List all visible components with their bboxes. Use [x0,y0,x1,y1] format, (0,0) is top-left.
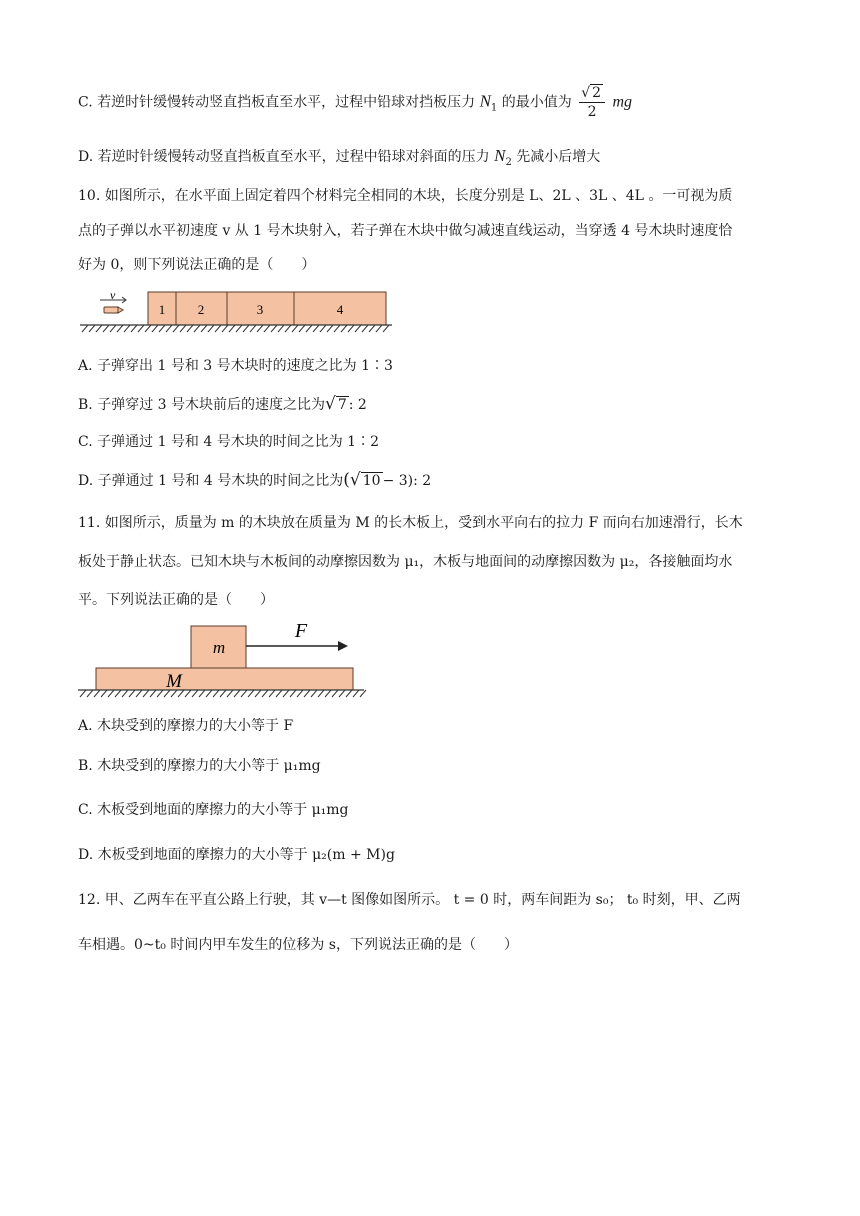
hatch-stroke [269,690,275,697]
block-2-label: 2 [197,302,205,317]
svg-text:v: v [110,288,116,302]
hatch-stroke [213,690,219,697]
hatch-stroke [206,690,212,697]
hatch-stroke [332,690,338,697]
hatch-stroke [255,690,261,697]
hatch-stroke [152,325,158,332]
hatch-stroke [348,325,354,332]
ground-hatching [80,690,366,697]
hatch-stroke [341,325,347,332]
hatch-stroke [115,690,121,697]
bullet-icon [104,307,123,313]
q10-stem-line-3: 好为 0，则下列说法正确的是（ ） [78,257,316,273]
velocity-arrow [100,288,126,303]
hatch-stroke [103,325,109,332]
hatch-stroke [369,325,375,332]
hatch-stroke [129,690,135,697]
hatch-stroke [159,325,165,332]
fraction-sqrt2-over-2: $\frac{√ 2}{2}$ [579,84,605,121]
hatch-stroke [185,690,191,697]
hatch-stroke [94,690,100,697]
hatch-stroke [376,325,382,332]
hatch-stroke [87,690,93,697]
hatch-stroke [271,325,277,332]
hatch-stroke [383,325,389,332]
hatch-stroke [101,690,107,697]
hatch-stroke [150,690,156,697]
hatch-stroke [131,325,137,332]
block-1-label: 1 [158,302,166,317]
force-arrow [246,620,348,651]
hatch-stroke [285,325,291,332]
hatch-stroke [122,690,128,697]
ground-hatching [82,325,389,332]
hatch-stroke [208,325,214,332]
q10-option-a: A. 子弹穿出 1 号和 3 号木块时的速度之比为 1∶3 [78,358,393,374]
hatch-stroke [304,690,310,697]
hatch-stroke [236,325,242,332]
hatch-stroke [201,325,207,332]
sqrt-symbol: √ [581,85,591,101]
q11-stem-line-1: 11. 如图所示，质量为 m 的木块放在质量为 M 的长木板上，受到水平向右的拉力 F 而向右加速滑行，长木 [78,515,743,531]
hatch-stroke [89,325,95,332]
hatch-stroke [278,325,284,332]
hatch-stroke [318,690,324,697]
q10-option-b: B. 子弹穿过 3 号木块前后的速度之比为√ 7 : 2 [78,394,367,414]
hatch-stroke [248,690,254,697]
hatch-stroke [110,325,116,332]
hatch-stroke [80,690,86,697]
hatch-stroke [138,325,144,332]
block-3-label: 3 [256,302,264,317]
q12-stem-line-1: 12. 甲、乙两车在平直公路上行驶，其 v—t 图像如图所示。 t = 0 时，两车间距为 s₀； t₀ 时刻，甲、乙两 [78,892,741,908]
q11-option-b: B. 木块受到的摩擦力的大小等于 μ₁mg [78,758,321,774]
hatch-stroke [227,690,233,697]
hatch-stroke [257,325,263,332]
q10-blocks-figure [78,286,398,342]
hatch-stroke [276,690,282,697]
sqrt-symbol: √ [325,394,336,414]
q11-stem-line-2: 板处于静止状态。已知木块与木板间的动摩擦因数为 μ₁，木板与地面间的动摩擦因数为 μ₂，各接触面均水 [78,554,733,570]
hatch-stroke [187,325,193,332]
hatch-stroke [313,325,319,332]
hatch-stroke [173,325,179,332]
hatch-stroke [96,325,102,332]
hatch-stroke [306,325,312,332]
hatch-stroke [311,690,317,697]
q12-stem-line-2: 车相遇。0~t₀ 时间内甲车发生的位移为 s，下列说法正确的是（ ） [78,937,518,953]
hatch-stroke [243,325,249,332]
hatch-stroke [320,325,326,332]
hatch-stroke [264,325,270,332]
hatch-stroke [346,690,352,697]
hatch-stroke [241,690,247,697]
q10-option-c: C. 子弹通过 1 号和 4 号木块的时间之比为 1∶2 [78,434,379,450]
hatch-stroke [327,325,333,332]
hatch-stroke [136,690,142,697]
hatch-stroke [325,690,331,697]
q11-option-c: C. 木板受到地面的摩擦力的大小等于 μ₁mg [78,802,349,818]
hatch-stroke [250,325,256,332]
hatch-stroke [117,325,123,332]
hatch-stroke [299,325,305,332]
sqrt-symbol: √ [349,470,361,490]
hatch-stroke [234,690,240,697]
q10-option-d: D. 子弹通过 1 号和 4 号木块的时间之比为(√ 10 − 3): 2 [78,470,432,490]
hatch-stroke [222,325,228,332]
hatch-stroke [283,690,289,697]
hatch-stroke [353,690,359,697]
hatch-stroke [166,325,172,332]
hatch-stroke [229,325,235,332]
hatch-stroke [124,325,130,332]
hatch-stroke [334,325,340,332]
hatch-stroke [199,690,205,697]
hatch-stroke [262,690,268,697]
board-M [96,668,353,690]
hatch-stroke [82,325,88,332]
block-m-label: m [212,638,226,657]
q11-option-a: A. 木块受到的摩擦力的大小等于 F [78,718,294,734]
hatch-stroke [360,690,366,697]
q9-option-c: C. 若逆时针缓慢转动竖直挡板直至水平，过程中铅球对挡板压力 $N_1$ 的最小值为 $\frac{√ 2}{2}$ mg [78,85,633,120]
hatch-stroke [194,325,200,332]
hatch-stroke [220,690,226,697]
hatch-stroke [108,690,114,697]
hatch-stroke [290,690,296,697]
q10-stem-line-2: 点的子弹以水平初速度 v 从 1 号木块射入，若子弹在木块中做匀减速直线运动，当穿透 4 号木块时速度恰 [78,223,733,239]
q11-option-d: D. 木板受到地面的摩擦力的大小等于 μ₂(m + M)g [78,847,395,863]
hatch-stroke [180,325,186,332]
hatch-stroke [192,690,198,697]
hatch-stroke [297,690,303,697]
hatch-stroke [362,325,368,332]
hatch-stroke [145,325,151,332]
svg-text:F: F [294,620,308,642]
hatch-stroke [143,690,149,697]
block-4-label: 4 [336,302,344,317]
q11-block-board-figure [76,618,368,704]
board-M-label: M [166,671,182,692]
q11-stem-line-3: 平。下列说法正确的是（ ） [78,592,274,608]
hatch-stroke [292,325,298,332]
hatch-stroke [215,325,221,332]
hatch-stroke [157,690,163,697]
q10-stem-line-1: 10. 如图所示，在水平面上固定着四个材料完全相同的木块，长度分别是 L、2L 、3L 、4L 。一可视为质 [78,188,733,204]
hatch-stroke [355,325,361,332]
paren-open: ( [343,470,350,490]
hatch-stroke [339,690,345,697]
q9-option-d: D. 若逆时针缓慢转动竖直挡板直至水平，过程中铅球对斜面的压力 $N_2$ 先减小后增大 [78,146,601,168]
